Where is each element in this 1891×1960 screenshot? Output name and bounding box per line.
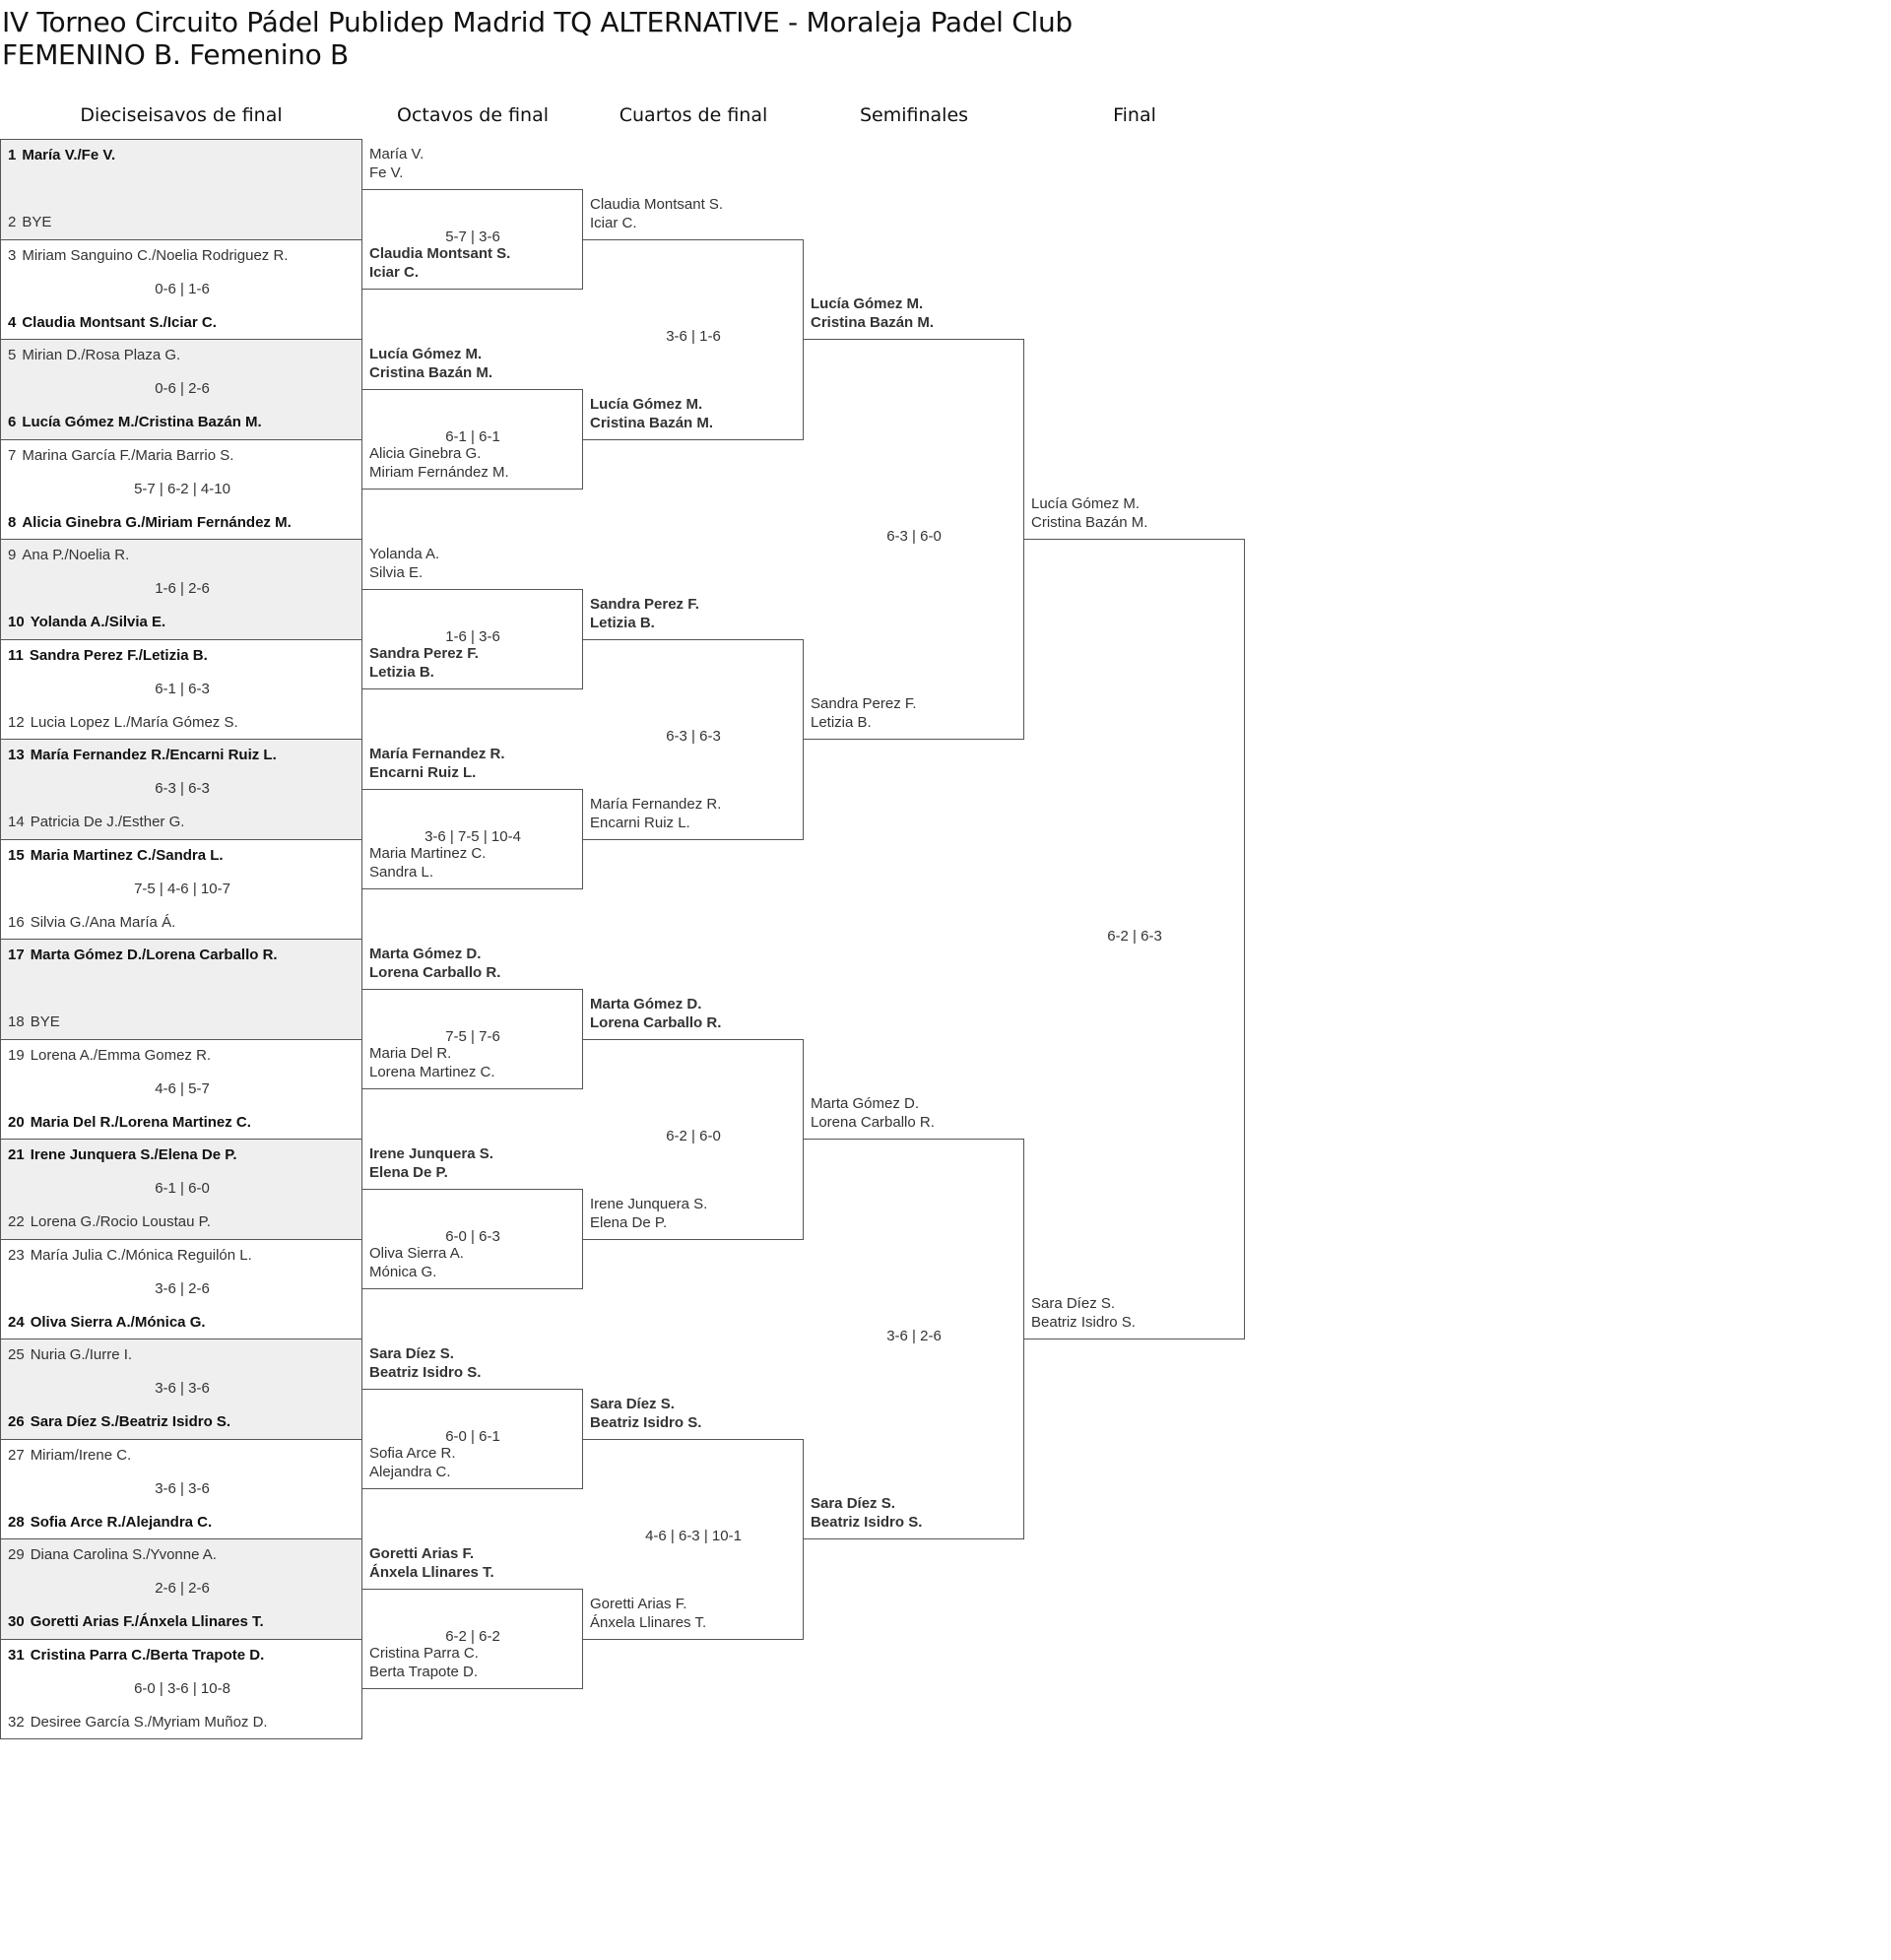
seed-number: 29: [8, 1546, 25, 1563]
player-bottom: [8, 1613, 264, 1630]
player-bottom: [8, 1413, 230, 1430]
match-r1-10: [0, 1039, 362, 1141]
player-name: Lucía Gómez M.: [369, 345, 483, 362]
player-bottom: [8, 514, 292, 531]
match-score: 0-6 | 2-6: [155, 380, 210, 397]
match-score: 6-1 | 6-1: [445, 427, 500, 445]
team-name: Silvia G./Ana María Á.: [30, 913, 176, 931]
team-name: BYE: [30, 1013, 60, 1030]
match-score: 6-2 | 6-3: [1107, 928, 1162, 945]
player-name: Goretti Arias F.: [590, 1595, 687, 1612]
player-name: Marta Gómez D.: [811, 1095, 920, 1112]
match-score: 4-6 | 5-7: [155, 1079, 210, 1097]
player-name: Beatriz Isidro S.: [811, 1514, 923, 1531]
match-score: 7-5 | 7-6: [445, 1027, 500, 1045]
match-score: 2-6 | 2-6: [155, 1580, 210, 1597]
team-name: Marina García F./Maria Barrio S.: [22, 446, 234, 464]
player-name: Irene Junquera S.: [369, 1144, 493, 1162]
match-score: 5-7 | 6-2 | 4-10: [134, 480, 230, 497]
player-name: Ánxela Llinares T.: [590, 1613, 707, 1631]
player-bottom: [8, 1314, 206, 1331]
player-bottom: [8, 914, 175, 931]
player-name: Marta Gómez D.: [590, 995, 702, 1013]
team-name: Lorena A./Emma Gomez R.: [30, 1046, 212, 1064]
player-name: Sandra Perez F.: [369, 645, 479, 663]
match-r1-7: [0, 739, 362, 840]
player-name: Fe V.: [369, 163, 404, 181]
team-bottom: [590, 1595, 706, 1632]
player-top: [8, 747, 277, 763]
header-semifinals: Semifinales: [859, 104, 969, 126]
player-bottom: [8, 1013, 60, 1030]
player-bottom: [8, 714, 238, 731]
team-bottom: [369, 844, 486, 882]
player-name: Iciar C.: [590, 214, 637, 231]
seed-number: 16: [8, 913, 25, 931]
player-top: [8, 347, 180, 363]
title-line-1: IV Torneo Circuito Pádel Publidep Madrid TQ ALTERNATIVE - Moraleja Padel Club: [2, 6, 1073, 38]
team-top: [369, 945, 500, 982]
player-name: Lorena Carballo R.: [369, 963, 501, 981]
seed-number: 9: [8, 547, 17, 563]
player-name: Sara Díez S.: [590, 1395, 675, 1412]
seed-number: 24: [8, 1313, 25, 1331]
player-top: [8, 247, 288, 264]
player-name: Encarni Ruiz L.: [369, 763, 477, 781]
team-name: Lucía Gómez M./Cristina Bazán M.: [22, 414, 262, 430]
player-top: [8, 147, 115, 163]
player-name: Lucía Gómez M.: [811, 295, 924, 312]
player-name: Sara Díez S.: [1031, 1295, 1116, 1312]
match-r1-13: [0, 1339, 362, 1440]
team-top: [369, 1544, 494, 1582]
player-bottom: [8, 1714, 268, 1731]
match-r1-8: [0, 839, 362, 941]
player-bottom: [8, 614, 165, 630]
team-name: BYE: [22, 214, 52, 230]
seed-number: 21: [8, 1146, 25, 1163]
player-top: [8, 1146, 237, 1163]
seed-number: 32: [8, 1713, 25, 1731]
team-name: Marta Gómez D./Lorena Carballo R.: [30, 947, 278, 963]
match-score: 3-6 | 3-6: [155, 1479, 210, 1497]
player-name: Berta Trapote D.: [369, 1664, 479, 1681]
team-bottom: [590, 795, 721, 832]
match-r1-16: [0, 1639, 362, 1740]
match-score: 3-6 | 3-6: [155, 1380, 210, 1397]
match-score: 5-7 | 3-6: [445, 228, 500, 245]
player-name: Sofia Arce R.: [369, 1445, 456, 1463]
match-score: 6-0 | 6-3: [445, 1227, 500, 1245]
match-r1-14: [0, 1439, 362, 1540]
match-score: 6-1 | 6-0: [155, 1180, 210, 1197]
player-name: María Fernandez R.: [369, 745, 505, 762]
seed-number: 4: [8, 313, 17, 331]
player-name: Maria Martinez C.: [369, 845, 487, 863]
player-name: Claudia Montsant S.: [369, 245, 511, 263]
player-name: Oliva Sierra A.: [369, 1245, 464, 1263]
seed-number: 19: [8, 1046, 25, 1064]
team-bottom: [590, 1195, 707, 1232]
seed-number: 13: [8, 747, 25, 763]
player-name: Alejandra C.: [369, 1464, 451, 1481]
player-name: Cristina Bazán M.: [811, 314, 935, 331]
player-name: Claudia Montsant S.: [590, 195, 724, 213]
team-name: Mirian D./Rosa Plaza G.: [22, 347, 181, 363]
seed-number: 5: [8, 347, 17, 363]
player-name: Cristina Parra C.: [369, 1645, 479, 1663]
player-name: Sandra Perez F.: [590, 595, 699, 613]
player-name: Sandra Perez F.: [811, 695, 917, 712]
team-top: [811, 294, 934, 332]
player-bottom: [8, 1213, 211, 1230]
team-top: [1031, 494, 1147, 532]
team-name: Lucia Lopez L./María Gómez S.: [30, 713, 238, 731]
match-r1-5: [0, 539, 362, 640]
team-name: Sara Díez S./Beatriz Isidro S.: [30, 1413, 231, 1430]
seed-number: 31: [8, 1646, 25, 1664]
player-bottom: [8, 414, 262, 430]
team-name: Sofia Arce R./Alejandra C.: [30, 1513, 213, 1531]
match-score: 3-6 | 7-5 | 10-4: [424, 827, 521, 845]
team-name: Oliva Sierra A./Mónica G.: [30, 1313, 206, 1331]
player-name: Iciar C.: [369, 264, 420, 282]
team-name: Alicia Ginebra G./Miriam Fernández M.: [22, 513, 292, 531]
team-name: Claudia Montsant S./Iciar C.: [22, 313, 217, 331]
match-score: 6-3 | 6-3: [666, 728, 721, 745]
player-name: Letizia B.: [590, 614, 655, 631]
player-name: Lucía Gómez M.: [590, 395, 703, 413]
player-name: Yolanda A.: [369, 545, 440, 562]
player-top: [8, 447, 233, 464]
player-bottom: [8, 814, 184, 830]
team-top: [590, 995, 721, 1032]
team-name: Maria Del R./Lorena Martinez C.: [30, 1113, 251, 1131]
match-r1-11: [0, 1139, 362, 1240]
player-name: Marta Gómez D.: [369, 945, 482, 962]
team-name: Miriam/Irene C.: [30, 1446, 132, 1464]
seed-number: 28: [8, 1513, 25, 1531]
header-round-of-16: Octavos de final: [396, 104, 550, 126]
player-bottom: [8, 1514, 212, 1531]
match-r1-4: [0, 439, 362, 541]
team-name: Nuria G./Iurre I.: [30, 1346, 133, 1363]
player-name: Lorena Carballo R.: [811, 1114, 935, 1131]
team-top: [590, 195, 723, 232]
player-name: Maria Del R.: [369, 1045, 452, 1063]
team-name: Ana P./Noelia R.: [22, 547, 130, 563]
team-bottom: [369, 1444, 456, 1481]
team-bottom: [369, 644, 479, 682]
team-name: Miriam Sanguino C./Noelia Rodriguez R.: [22, 246, 289, 264]
seed-number: 10: [8, 614, 25, 630]
player-top: [8, 1247, 252, 1264]
player-top: [8, 847, 224, 864]
team-bottom: [369, 1044, 495, 1081]
team-name: Yolanda A./Silvia E.: [30, 614, 166, 630]
player-top: [8, 1546, 217, 1563]
team-name: Desiree García S./Myriam Muñoz D.: [30, 1713, 268, 1731]
team-bottom: [811, 694, 917, 732]
match-score: 6-0 | 3-6 | 10-8: [134, 1679, 230, 1697]
match-score: 0-6 | 1-6: [155, 280, 210, 297]
seed-number: 20: [8, 1113, 25, 1131]
team-top: [369, 545, 439, 582]
match-score: 6-3 | 6-3: [155, 780, 210, 797]
player-bottom: [8, 214, 51, 230]
header-quarterfinals: Cuartos de final: [619, 104, 768, 126]
tournament-title: [2, 6, 1073, 71]
team-top: [369, 1344, 481, 1382]
player-name: Beatriz Isidro S.: [590, 1413, 702, 1431]
player-name: Cristina Bazán M.: [369, 363, 493, 381]
seed-number: 18: [8, 1013, 25, 1030]
player-name: Elena De P.: [369, 1163, 448, 1181]
team-top: [369, 145, 424, 182]
player-name: Cristina Bazán M.: [1031, 514, 1148, 531]
team-bottom: [369, 444, 509, 482]
seed-number: 7: [8, 446, 17, 464]
player-name: Mónica G.: [369, 1264, 437, 1281]
player-name: Lucía Gómez M.: [1031, 495, 1141, 512]
team-top: [811, 1094, 935, 1132]
player-name: Letizia B.: [369, 664, 434, 682]
team-name: María V./Fe V.: [22, 147, 116, 163]
match-r1-6: [0, 639, 362, 741]
team-bottom: [369, 1644, 479, 1681]
player-top: [8, 1346, 132, 1363]
player-name: Lorena Carballo R.: [590, 1013, 722, 1031]
player-top: [8, 647, 208, 664]
match-score: 6-2 | 6-0: [666, 1128, 721, 1144]
player-name: Alicia Ginebra G.: [369, 445, 482, 463]
player-name: Encarni Ruiz L.: [590, 814, 690, 831]
team-bottom: [369, 1244, 464, 1281]
seed-number: 8: [8, 513, 17, 531]
seed-number: 25: [8, 1346, 25, 1363]
team-name: Goretti Arias F./Ánxela Llinares T.: [30, 1613, 264, 1630]
team-top: [369, 345, 492, 382]
team-bottom: [369, 244, 510, 282]
match-r1-2: [0, 239, 362, 341]
team-top: [590, 1395, 701, 1432]
match-r1-15: [0, 1538, 362, 1640]
match-score: 3-6 | 2-6: [155, 1279, 210, 1297]
player-name: Sara Díez S.: [811, 1495, 895, 1512]
team-top: [590, 595, 699, 632]
seed-number: 1: [8, 147, 17, 163]
player-top: [8, 1447, 131, 1464]
match-score: 1-6 | 3-6: [445, 627, 500, 645]
seed-number: 11: [8, 646, 24, 664]
player-top: [8, 1047, 211, 1064]
match-r1-9: [0, 939, 362, 1040]
player-top: [8, 547, 129, 563]
player-top: [8, 947, 278, 963]
seed-number: 2: [8, 214, 17, 230]
player-name: Miriam Fernández M.: [369, 464, 509, 482]
seed-number: 17: [8, 947, 25, 963]
match-score: 6-0 | 6-1: [445, 1427, 500, 1445]
player-name: Beatriz Isidro S.: [369, 1363, 482, 1381]
match-score: 6-3 | 6-0: [886, 528, 942, 545]
seed-number: 15: [8, 846, 25, 864]
team-name: Diana Carolina S./Yvonne A.: [30, 1546, 217, 1563]
team-bottom: [1031, 1294, 1136, 1332]
seed-number: 3: [8, 246, 17, 264]
player-name: Goretti Arias F.: [369, 1544, 475, 1562]
team-top: [369, 1144, 493, 1182]
team-top: [369, 745, 505, 782]
seed-number: 6: [8, 414, 17, 430]
player-name: Cristina Bazán M.: [590, 414, 714, 431]
player-name: María Fernandez R.: [590, 795, 722, 813]
player-name: Lorena Martinez C.: [369, 1064, 495, 1081]
match-score: 1-6 | 2-6: [155, 580, 210, 597]
player-name: Irene Junquera S.: [590, 1195, 708, 1212]
seed-number: 22: [8, 1213, 25, 1230]
player-name: Ánxela Llinares T.: [369, 1563, 494, 1581]
team-name: Irene Junquera S./Elena De P.: [30, 1146, 237, 1163]
seed-number: 30: [8, 1613, 25, 1630]
player-name: Beatriz Isidro S.: [1031, 1314, 1136, 1331]
match-r1-3: [0, 339, 362, 440]
player-bottom: [8, 314, 217, 331]
header-round-of-32: Dieciseisavos de final: [80, 104, 283, 126]
match-score: 4-6 | 6-3 | 10-1: [645, 1528, 742, 1544]
match-score: 7-5 | 4-6 | 10-7: [134, 880, 230, 897]
seed-number: 27: [8, 1446, 25, 1464]
team-name: Patricia De J./Esther G.: [30, 814, 185, 830]
match-r1-1: [0, 139, 362, 240]
match-score: 3-6 | 2-6: [886, 1328, 942, 1344]
title-line-2: FEMENINO B. Femenino B: [2, 38, 349, 71]
seed-number: 14: [8, 814, 25, 830]
team-bottom: [590, 395, 713, 432]
team-bottom: [811, 1494, 922, 1532]
match-r1-12: [0, 1239, 362, 1340]
seed-number: 26: [8, 1413, 25, 1430]
team-name: Sandra Perez F./Letizia B.: [29, 646, 208, 664]
player-name: Sandra L.: [369, 864, 434, 882]
player-name: Elena De P.: [590, 1213, 668, 1231]
match-score: 3-6 | 1-6: [666, 328, 721, 345]
player-top: [8, 1647, 264, 1664]
player-name: María V.: [369, 145, 424, 163]
match-score: 6-1 | 6-3: [155, 680, 210, 697]
match-score: 6-2 | 6-2: [445, 1627, 500, 1645]
team-name: María Fernandez R./Encarni Ruiz L.: [30, 747, 277, 763]
team-name: Lorena G./Rocio Loustau P.: [30, 1213, 211, 1230]
team-name: Cristina Parra C./Berta Trapote D.: [30, 1646, 265, 1664]
player-name: Letizia B.: [811, 714, 872, 731]
header-final: Final: [1113, 104, 1156, 126]
team-name: María Julia C./Mónica Reguilón L.: [30, 1246, 252, 1264]
player-name: Sara Díez S.: [369, 1344, 454, 1362]
player-name: Silvia E.: [369, 563, 424, 581]
seed-number: 23: [8, 1246, 25, 1264]
seed-number: 12: [8, 713, 25, 731]
team-name: Maria Martinez C./Sandra L.: [30, 846, 224, 864]
player-bottom: [8, 1114, 251, 1131]
